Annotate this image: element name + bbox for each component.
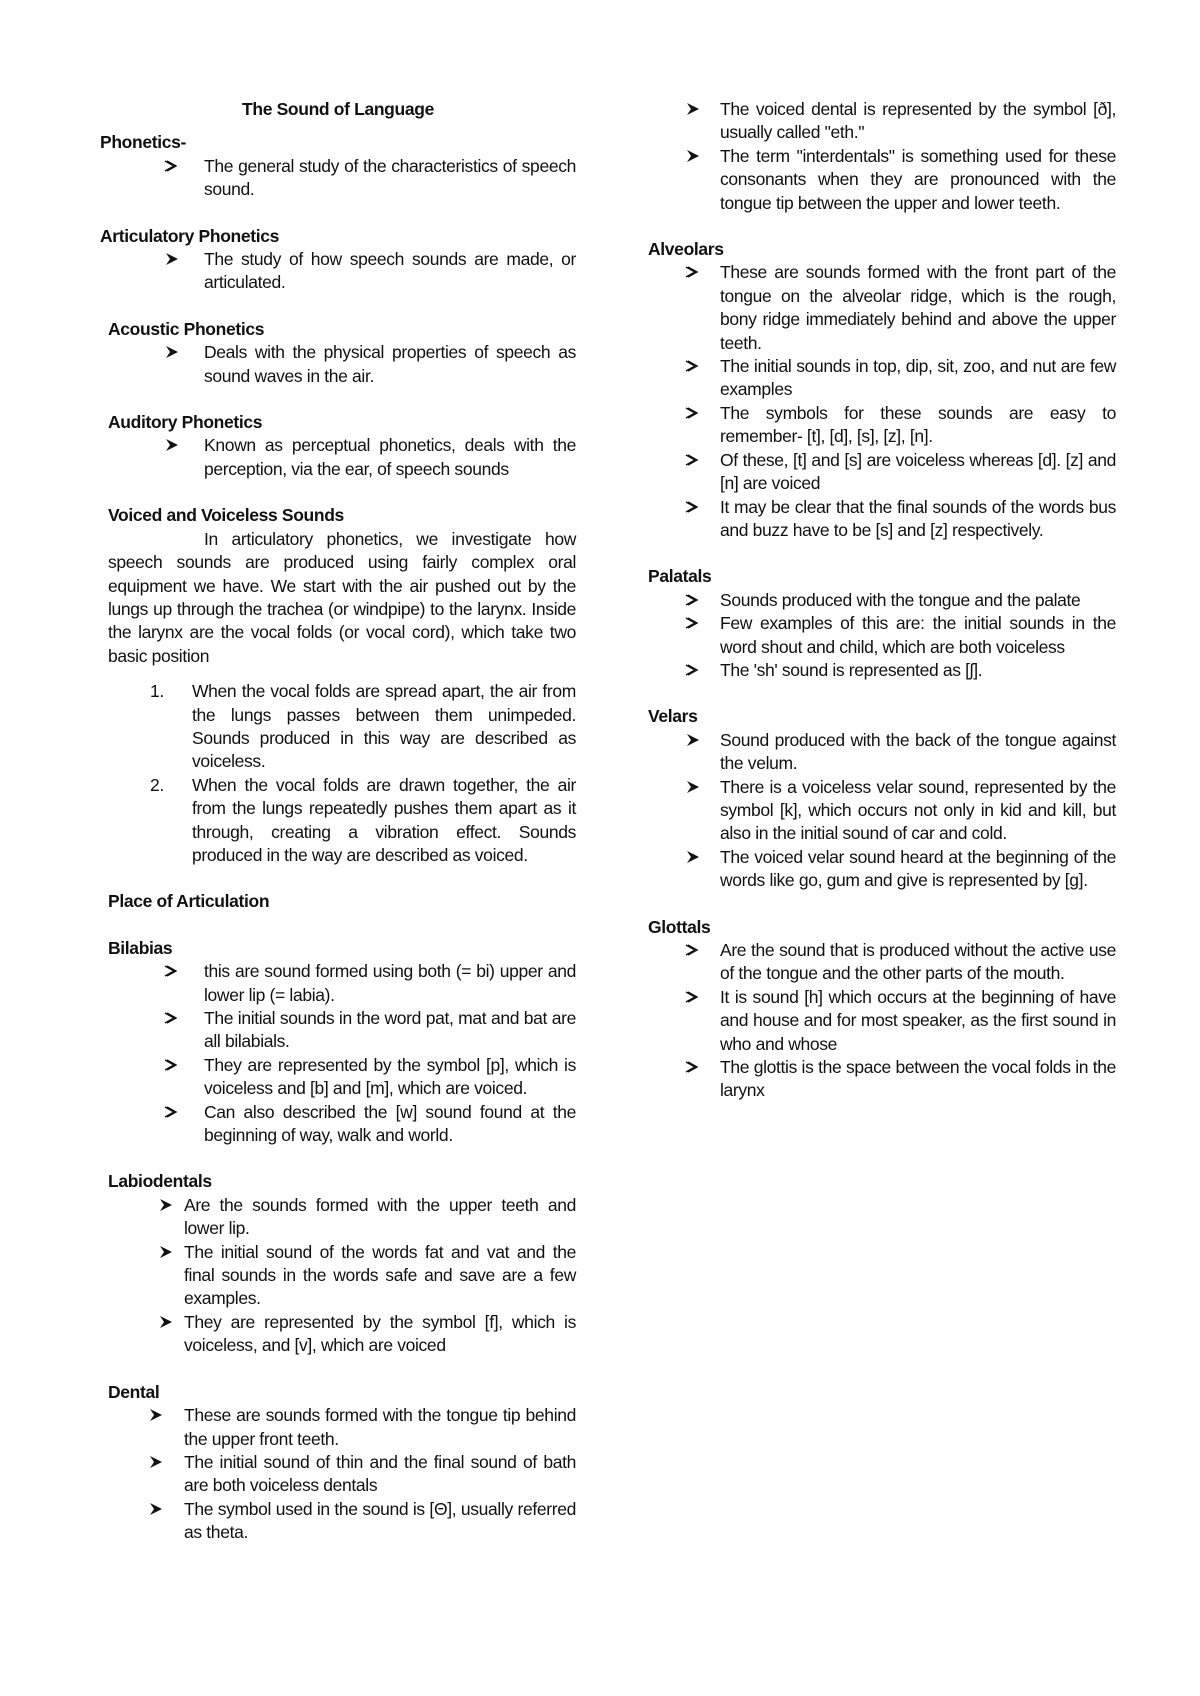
bullet-text: Known as perceptual phonetics, deals with the perception, via the ear, of speech sounds bbox=[204, 435, 576, 479]
bullet-text: Sounds produced with the tongue and the palate bbox=[720, 589, 1081, 610]
heading-phonetics: Phonetics- bbox=[100, 132, 186, 153]
heading-place-of-articulation: Place of Articulation bbox=[108, 891, 270, 912]
heading-alveolars: Alveolars bbox=[648, 239, 724, 260]
bullet-text: Sound produced with the back of the tongue against the velum. bbox=[720, 729, 1116, 774]
heading-bilabials: Bilabias bbox=[108, 937, 173, 958]
arrow-bullet-icon bbox=[164, 1054, 184, 1077]
bullet-item bbox=[100, 248, 576, 295]
bullet-text: The 'sh' sound is represented as [ʃ]. bbox=[720, 659, 983, 680]
bullet-text: The study of how speech sounds are made, or articulated. bbox=[204, 249, 576, 293]
arrow-bullet-icon bbox=[685, 98, 705, 121]
arrow-bullet-icon bbox=[164, 1007, 184, 1030]
bullet-list bbox=[100, 1194, 576, 1358]
bullet-text: They are represented by the symbol [p], which is voiceless and [b] and [m], which are voiced. bbox=[204, 1054, 576, 1099]
arrow-bullet-icon bbox=[164, 341, 184, 364]
section-dental-continued bbox=[648, 98, 1116, 215]
arrow-bullet-icon bbox=[685, 355, 705, 378]
bullet-item bbox=[648, 659, 1116, 682]
paragraph-articulatory: In articulatory phonetics, we investigate how speech sounds are produced using fairly complex oral equipment we have. We start with the air pushed out by the lungs up through the trachea (or windpipe) to the larynx. Inside the larynx are the vocal folds (or vocal cord), which take two basic position bbox=[108, 528, 576, 666]
arrow-bullet-icon bbox=[164, 1101, 184, 1124]
bullet-text: Few examples of this are: the initial sounds in the word shout and child, which are both voiceless bbox=[720, 613, 1116, 657]
bullet-list bbox=[100, 960, 576, 1147]
bullet-text: There is a voiceless velar sound, represented by the symbol [k], which occurs not only in kid and kill, but also in the initial sound of car and cold. bbox=[720, 776, 1116, 844]
arrow-bullet-icon bbox=[158, 1194, 178, 1217]
bullet-item bbox=[100, 1007, 576, 1054]
bullet-list bbox=[648, 589, 1116, 683]
item-text: When the vocal folds are drawn together, the air from the lungs repeatedly pushes them apart as it through, creating a vibration effect. Sounds produced in the way are described as voiced. bbox=[192, 774, 576, 865]
arrow-bullet-icon bbox=[685, 986, 705, 1009]
item-text: When the vocal folds are spread apart, the air from the lungs passes between them unimpeded. Sounds produced in this way are described as voiceless. bbox=[192, 681, 576, 772]
bullet-text: It is sound [h] which occurs at the beginning of have and house and for most speaker, as the first sound in who and whose bbox=[720, 986, 1116, 1054]
bullet-text: These are sounds formed with the front part of the tongue on the alveolar ridge, which is the rough, bony ridge immediately behind and above the upper teeth. bbox=[720, 262, 1116, 353]
arrow-bullet-icon bbox=[685, 729, 705, 752]
bullet-text: The symbol used in the sound is [Θ], usually referred as theta. bbox=[184, 1498, 576, 1543]
arrow-bullet-icon bbox=[164, 434, 184, 457]
right-column bbox=[648, 98, 1116, 1126]
item-number: 2. bbox=[150, 774, 164, 795]
arrow-bullet-icon bbox=[148, 1404, 168, 1427]
heading-articulatory: Articulatory Phonetics bbox=[100, 225, 280, 246]
bullet-item bbox=[100, 1054, 576, 1101]
bullet-item bbox=[648, 355, 1116, 402]
numbered-item bbox=[108, 680, 576, 774]
bullet-list bbox=[100, 155, 576, 202]
bullet-item bbox=[648, 986, 1116, 1056]
heading-labiodentals: Labiodentals bbox=[108, 1171, 212, 1192]
bullet-text: this are sound formed using both (= bi) upper and lower lip (= labia). bbox=[204, 961, 576, 1005]
section-palatals bbox=[648, 565, 1116, 682]
heading-voiced-voiceless: Voiced and Voiceless Sounds bbox=[108, 505, 344, 526]
bullet-text: The initial sounds in top, dip, sit, zoo, and nut are few examples bbox=[720, 356, 1116, 400]
arrow-bullet-icon bbox=[685, 776, 705, 799]
section-phonetics bbox=[100, 131, 576, 201]
arrow-bullet-icon bbox=[164, 248, 184, 271]
arrow-bullet-icon bbox=[685, 589, 705, 612]
section-auditory bbox=[100, 411, 576, 481]
arrow-bullet-icon bbox=[685, 496, 705, 519]
bullet-text: These are sounds formed with the tongue tip behind the upper front teeth. bbox=[184, 1405, 576, 1449]
bullet-item bbox=[648, 1056, 1116, 1103]
bullet-list bbox=[648, 261, 1116, 542]
bullet-item bbox=[100, 1194, 576, 1241]
bullet-text: They are represented by the symbol [f], which is voiceless, and [v], which are voiced bbox=[184, 1311, 576, 1356]
bullet-item bbox=[648, 98, 1116, 145]
bullet-item bbox=[648, 145, 1116, 215]
bullet-list bbox=[100, 1404, 576, 1544]
bullet-item bbox=[648, 612, 1116, 659]
arrow-bullet-icon bbox=[685, 145, 705, 168]
section-alveolars bbox=[648, 238, 1116, 542]
bullet-item bbox=[648, 449, 1116, 496]
bullet-list bbox=[100, 248, 576, 295]
bullet-text: The term "interdentals" is something used for these consonants when they are pronounced with the tongue tip between the upper and lower teeth. bbox=[720, 145, 1116, 213]
bullet-item bbox=[100, 1498, 576, 1545]
section-bilabials bbox=[100, 937, 576, 1148]
heading-glottals: Glottals bbox=[648, 916, 711, 937]
bullet-item bbox=[648, 776, 1116, 846]
section-velars bbox=[648, 705, 1116, 892]
bullet-text: The voiced velar sound heard at the beginning of the words like go, gum and give is represented by [g]. bbox=[720, 846, 1116, 891]
numbered-list bbox=[108, 680, 576, 867]
arrow-bullet-icon bbox=[685, 612, 705, 635]
left-column bbox=[100, 98, 576, 1568]
bullet-text: The voiced dental is represented by the symbol [ð], usually called "eth." bbox=[720, 99, 1116, 143]
section-glottals bbox=[648, 916, 1116, 1103]
page-title: The Sound of Language bbox=[242, 99, 434, 119]
section-place-of-articulation bbox=[100, 890, 576, 913]
numbered-item bbox=[108, 774, 576, 868]
arrow-bullet-icon bbox=[158, 1241, 178, 1264]
bullet-item bbox=[100, 1101, 576, 1148]
arrow-bullet-icon bbox=[164, 960, 184, 983]
bullet-list bbox=[648, 98, 1116, 215]
arrow-bullet-icon bbox=[148, 1498, 168, 1521]
section-acoustic bbox=[100, 318, 576, 388]
bullet-list bbox=[100, 341, 576, 388]
item-number: 1. bbox=[150, 681, 164, 702]
bullet-item bbox=[648, 846, 1116, 893]
bullet-text: Of these, [t] and [s] are voiceless whereas [d]. [z] and [n] are voiced bbox=[720, 449, 1116, 494]
heading-palatals: Palatals bbox=[648, 566, 712, 587]
section-labiodentals bbox=[100, 1170, 576, 1357]
bullet-item bbox=[100, 434, 576, 481]
section-articulatory bbox=[100, 225, 576, 295]
heading-acoustic: Acoustic Phonetics bbox=[108, 318, 265, 339]
heading-velars: Velars bbox=[648, 706, 698, 727]
arrow-bullet-icon bbox=[685, 846, 705, 869]
bullet-text: The general study of the characteristics of speech sound. bbox=[204, 155, 576, 200]
arrow-bullet-icon bbox=[164, 155, 184, 178]
bullet-text: Can also described the [w] sound found at the beginning of way, walk and world. bbox=[204, 1101, 576, 1146]
bullet-text: The initial sounds in the word pat, mat and bat are all bilabials. bbox=[204, 1008, 576, 1052]
arrow-bullet-icon bbox=[148, 1451, 168, 1474]
bullet-text: Deals with the physical properties of speech as sound waves in the air. bbox=[204, 342, 576, 386]
section-dental bbox=[100, 1381, 576, 1545]
bullet-item bbox=[100, 1311, 576, 1358]
bullet-item bbox=[100, 341, 576, 388]
bullet-item bbox=[100, 1451, 576, 1498]
bullet-item bbox=[100, 960, 576, 1007]
bullet-list bbox=[648, 939, 1116, 1103]
bullet-item bbox=[100, 1241, 576, 1311]
bullet-list bbox=[648, 729, 1116, 893]
bullet-item bbox=[648, 729, 1116, 776]
arrow-bullet-icon bbox=[685, 1056, 705, 1079]
section-voiced-voiceless bbox=[100, 504, 576, 867]
arrow-bullet-icon bbox=[685, 449, 705, 472]
bullet-text: The initial sound of the words fat and vat and the final sounds in the words safe and save are a few examples. bbox=[184, 1241, 576, 1309]
bullet-text: Are the sounds formed with the upper teeth and lower lip. bbox=[184, 1194, 576, 1239]
bullet-item bbox=[648, 261, 1116, 355]
bullet-item bbox=[648, 589, 1116, 612]
bullet-item bbox=[648, 402, 1116, 449]
bullet-item bbox=[100, 155, 576, 202]
bullet-item bbox=[100, 1404, 576, 1451]
bullet-item bbox=[648, 496, 1116, 543]
arrow-bullet-icon bbox=[158, 1311, 178, 1334]
bullet-item bbox=[648, 939, 1116, 986]
bullet-text: The glottis is the space between the vocal folds in the larynx bbox=[720, 1057, 1116, 1101]
arrow-bullet-icon bbox=[685, 659, 705, 682]
bullet-text: The symbols for these sounds are easy to remember- [t], [d], [s], [z], [n]. bbox=[720, 402, 1116, 447]
bullet-list bbox=[100, 434, 576, 481]
heading-dental: Dental bbox=[108, 1381, 160, 1402]
arrow-bullet-icon bbox=[685, 261, 705, 284]
arrow-bullet-icon bbox=[685, 402, 705, 425]
bullet-text: It may be clear that the final sounds of the words bus and buzz have to be [s] and [z] respectively. bbox=[720, 496, 1116, 540]
bullet-text: The initial sound of thin and the final sound of bath are both voiceless dentals bbox=[184, 1451, 576, 1496]
bullet-text: Are the sound that is produced without the active use of the tongue and the other parts of the mouth. bbox=[720, 940, 1116, 984]
heading-auditory: Auditory Phonetics bbox=[108, 412, 263, 433]
arrow-bullet-icon bbox=[685, 939, 705, 962]
